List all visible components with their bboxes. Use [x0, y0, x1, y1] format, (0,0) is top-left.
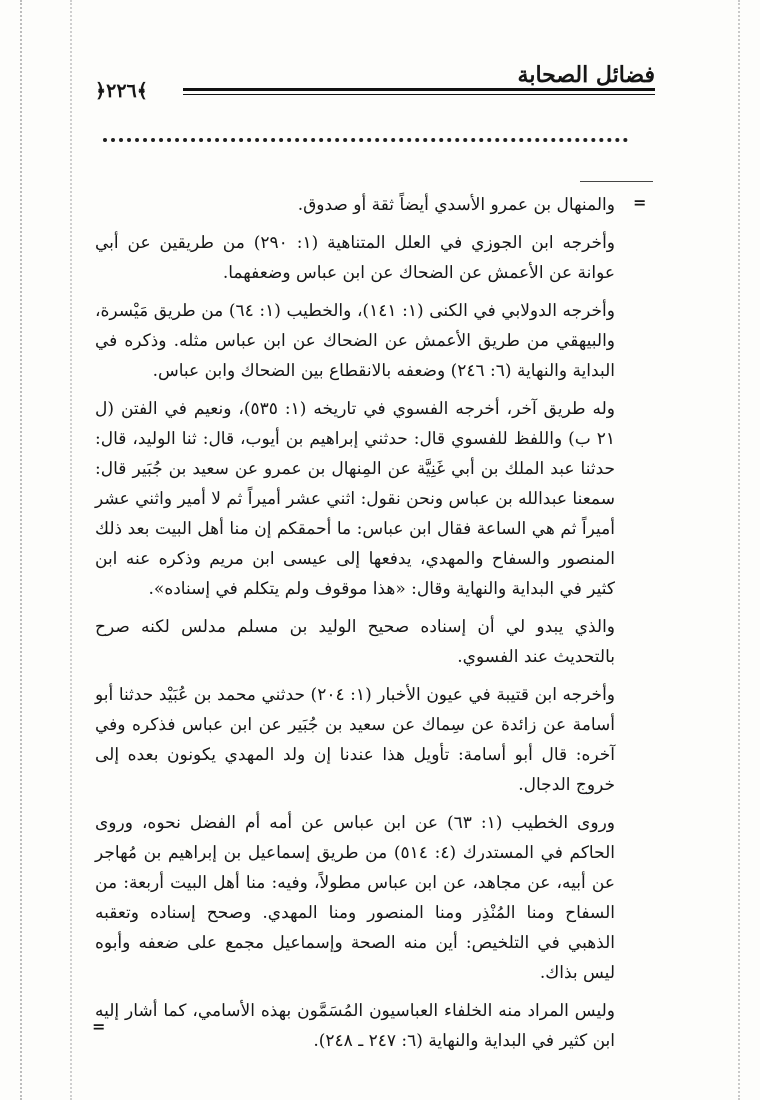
continuation-mark-bottom: =	[92, 1017, 106, 1036]
left-dotted-margin-line	[20, 0, 22, 1100]
paragraph: وأخرجه ابن قتيبة في عيون الأخبار (١: ٢٠٤) حدثني محمد بن عُبَيْد حدثنا أبو أسامة عن زائدة عن سِماك عن سعيد بن جُبَير عن ابن عباس فذكره وفي آخره: قال أبو أسامة: تأويل هذا عندنا إن ولد المهدي يكونون بعده إلى خروج الدجال.	[95, 685, 615, 795]
right-dotted-margin-line	[738, 0, 740, 1100]
dotted-separator	[103, 138, 628, 150]
page-number: ﴿٢٢٦﴾	[95, 80, 148, 102]
paragraph: والمنهال بن عمرو الأسدي أيضاً ثقة أو صدوق.	[297, 195, 615, 215]
header-rule-thin	[183, 94, 655, 95]
paragraph: وروى الخطيب (١: ٦٣) عن ابن عباس عن أمه أم الفضل نحوه، وروى الحاكم في المستدرك (٤: ٥١٤) من طريق إسماعيل بن إبراهيم بن مُهاجر عن أبيه، عن مجاهد، عن ابن عباس مطولاً، وفيه: منا أهل البيت أربعة: من السفاح ومنا المُنْذِر ومنا المنصور ومنا المهدي. وصحح إسناده وتعقبه الذهبي في التلخيص: أين منه الصحة وإسماعيل مجمع على ضعفه وأبوه ليس بذاك.	[95, 813, 615, 983]
footnote-body	[95, 190, 615, 1064]
continuation-mark-top: =	[633, 193, 647, 212]
paragraph: وأخرجه الدولابي في الكنى (١: ١٤١)، والخطيب (١: ٦٤) من طريق مَيْسرة، والبيهقي من طريق الأعمش عن الضحاك عن ابن عباس مثله. وذكره في البداية والنهاية (٦: ٢٤٦) وضعفه بالانقطاع بين الضحاك وابن عباس.	[95, 301, 615, 381]
page-header	[95, 60, 655, 108]
book-title: فضائل الصحابة	[517, 62, 655, 88]
paragraph: وله طريق آخر، أخرجه الفسوي في تاريخه (١: ٥٣٥)، ونعيم في الفتن (ل ٢١ ب) واللفظ للفسوي قال: حدثني إبراهيم بن أيوب، قال: ثنا الوليد، قال: حدثنا عبد الملك بن أبي غَنِيَّة عن المِنهال بن عمرو عن سعيد بن جُبَير قال: سمعنا عبدالله بن عباس ونحن نقول: اثني عشر أميراً ثم لا أمير واثني عشر أميراً ثم هي الساعة فقال ابن عباس: ما أحمقكم إن منا أهل البيت بعد ذلك المنصور والسفاح والمهدي، يدفعها إلى عيسى ابن مريم وذكره عنه ابن كثير في البداية والنهاية وقال: «هذا موقوف ولم يتكلم في إسناده».	[95, 399, 615, 599]
header-rule-thick	[183, 88, 655, 91]
paragraph: وأخرجه ابن الجوزي في العلل المتناهية (١: ٢٩٠) من طريقين عن أبي عوانة عن الأعمش عن الضحاك عن ابن عباس وضعفهما.	[95, 233, 615, 283]
footnote-top-line	[580, 181, 653, 182]
paragraph: وليس المراد منه الخلفاء العباسيون المُسَمَّون بهذه الأسامي، كما أشار إليه ابن كثير في البداية والنهاية (٦: ٢٤٧ ـ ٢٤٨).	[95, 1001, 615, 1051]
inner-dotted-margin-line	[70, 0, 72, 1100]
paragraph: والذي يبدو لي أن إسناده صحيح الوليد بن مسلم مدلس لكنه صرح بالتحديث عند الفسوي.	[95, 617, 615, 667]
